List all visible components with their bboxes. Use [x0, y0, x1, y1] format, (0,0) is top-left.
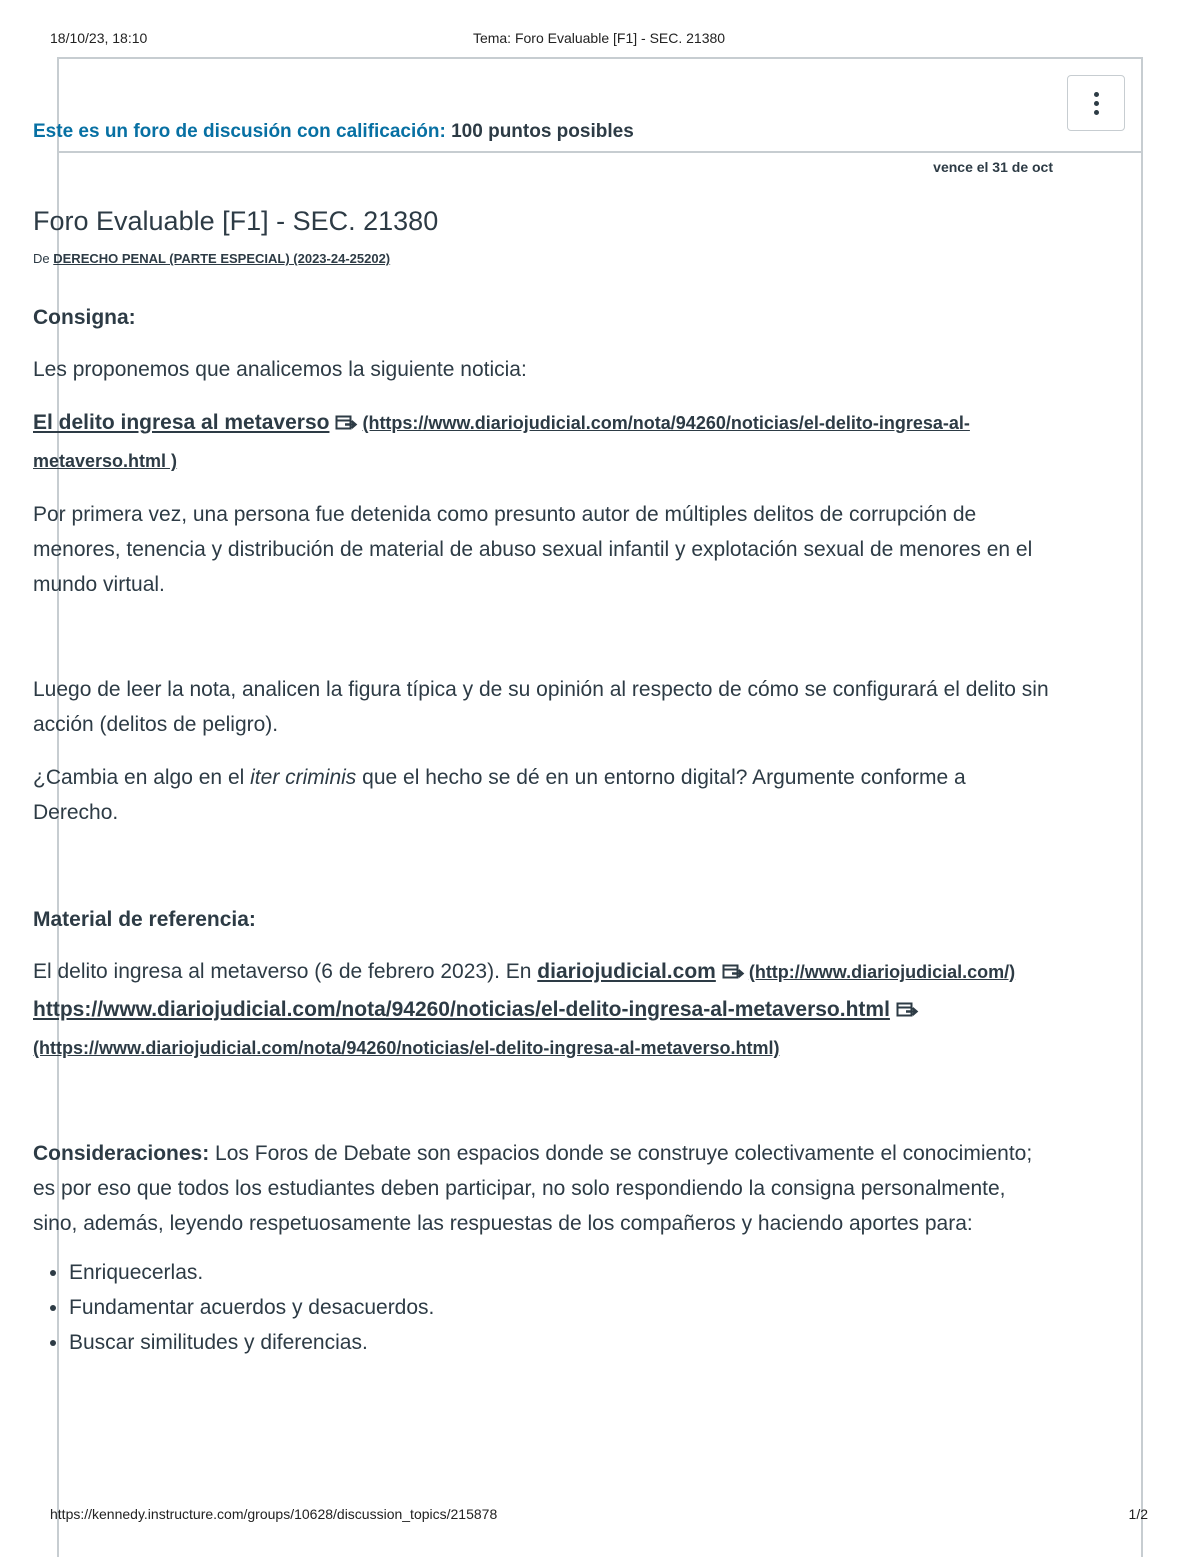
- consideraciones-list: [33, 1255, 1053, 1360]
- article-full-link[interactable]: https://www.diariojudicial.com/nota/94260/noticias/el-delito-ingresa-al-metaverso.html: [33, 998, 890, 1021]
- due-date: vence el 31 de oct: [933, 159, 1053, 175]
- consideraciones-paragraph: [33, 1136, 1053, 1241]
- referencia-heading: Material de referencia:: [33, 908, 256, 931]
- consigna-paragraph-2: Luego de leer la nota, analicen la figura típica y de su opinión al respecto de cómo se configurará el delito sin acción (delitos de peligro).: [33, 678, 1049, 736]
- diariojudicial-url-link[interactable]: (http://www.diariojudicial.com/): [748, 962, 1016, 982]
- question-text-start: ¿Cambia en algo en el: [33, 766, 251, 789]
- external-link-icon: [335, 408, 359, 443]
- list-item: • Fundamentar acuerdos y desacuerdos.: [69, 1290, 1053, 1325]
- consigna-heading: Consigna:: [33, 306, 136, 329]
- consigna-intro: Les proponemos que analicemos la siguiente noticia:: [33, 358, 527, 381]
- article-link-paragraph: [33, 405, 1053, 479]
- course-source: [33, 250, 1053, 268]
- page-title: Foro Evaluable [F1] - SEC. 21380: [33, 206, 439, 236]
- print-date: 18/10/23, 18:10: [50, 30, 148, 46]
- referencia-text: El delito ingresa al metaverso (6 de febrero 2023). En: [33, 960, 538, 983]
- article-url-link[interactable]: (https://www.diariojudicial.com/nota/94260/noticias/el-delito-ingresa-al-metaverso.html ): [33, 413, 970, 471]
- question-italic-term: iter criminis: [250, 766, 357, 789]
- consigna-paragraph-1: Por primera vez, una persona fue detenida como presunto autor de múltiples delitos de corrupción de menores, tenencia y distribución de material de abuso sexual infantil y explotación sexual de menores en el mundo virtual.: [33, 503, 1033, 596]
- discussion-content: [33, 118, 1053, 1360]
- article-link[interactable]: El delito ingresa al metaverso: [33, 411, 330, 434]
- list-item: • Buscar similitudes y diferencias.: [69, 1325, 1053, 1360]
- consigna-question: [33, 760, 1053, 830]
- kebab-vertical-icon: [1094, 92, 1099, 115]
- list-item: • Enriquecerlas.: [69, 1255, 1053, 1290]
- consideraciones-text: Los Foros de Debate son espacios donde se construye colectivamente el conocimiento; es por eso que todos los estudiantes deben participar, no solo respondiendo la consigna personalmente, sino, además, leyendo respetuosamente las respuestas de los compañeros y haciendo aportes para:: [33, 1142, 1033, 1235]
- question-text-end: que el hecho se dé en un entorno digital? Argumente conforme a Derecho.: [33, 766, 966, 824]
- course-prefix: De: [33, 251, 50, 266]
- print-url: https://kennedy.instructure.com/groups/10628/discussion_topics/215878: [50, 1506, 498, 1522]
- external-link-icon: [896, 995, 920, 1030]
- more-options-button[interactable]: [1067, 75, 1125, 131]
- referencia-paragraph: [33, 954, 1053, 1066]
- diariojudicial-link[interactable]: diariojudicial.com: [537, 960, 716, 983]
- consideraciones-label: Consideraciones:: [33, 1142, 210, 1165]
- page-number: 1/2: [1128, 1506, 1148, 1522]
- article-full-url-link[interactable]: (https://www.diariojudicial.com/nota/94260/noticias/el-delito-ingresa-al-metaverso.html): [33, 1038, 780, 1058]
- print-title: Tema: Foro Evaluable [F1] - SEC. 21380: [472, 30, 726, 46]
- print-header: [50, 30, 1148, 48]
- print-footer: [50, 1506, 1148, 1524]
- graded-label: Este es un foro de discusión con calificación:: [33, 121, 446, 142]
- course-link[interactable]: DERECHO PENAL (PARTE ESPECIAL) (2023-24-25202): [53, 251, 391, 266]
- external-link-icon: [722, 957, 746, 992]
- points-possible: 100 puntos posibles: [451, 121, 634, 142]
- graded-discussion-notice: [33, 118, 1053, 146]
